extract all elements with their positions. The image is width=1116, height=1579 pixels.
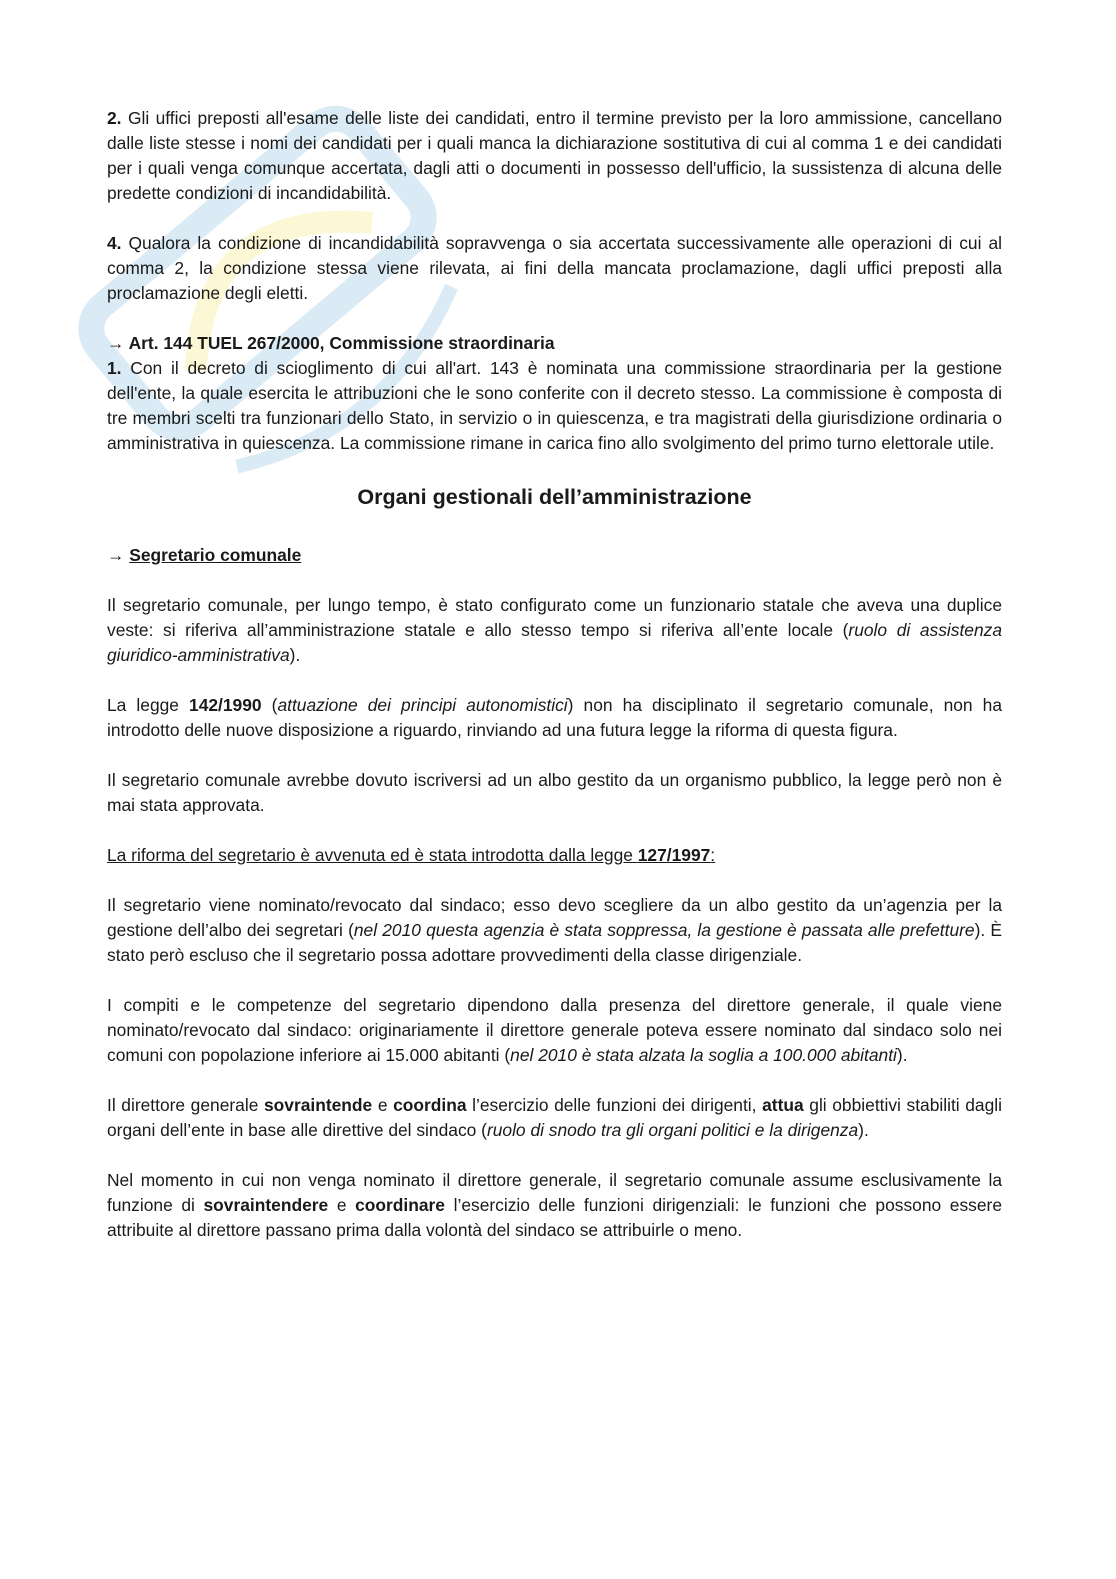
paragraph-legge-142 — [107, 693, 1002, 743]
bold-run: sovraintendere — [203, 1195, 329, 1215]
text-run: ) non ha disciplinato il segretario comunale, non ha introdotto delle nuove disposizione a riguardo, rinviando ad una futura legge la riforma di questa figura. — [107, 695, 1003, 740]
paragraph-number: 4. — [107, 233, 122, 253]
underlined-text — [107, 845, 715, 865]
paragraph-number: 1. — [107, 358, 122, 378]
text-run: l’esercizio delle funzioni dirigenziali: le funzioni che possono essere attribuite al direttore passano prima dalla volontà del sindaco se attribuirle o meno. — [107, 1195, 1002, 1240]
text-run: Il segretario viene nominato/revocato dal sindaco; esso devo scegliere da un albo gestito da un’agenzia per la gestione dell’albo dei segretari ( — [107, 895, 1002, 940]
paragraph-text: Gli uffici preposti all'esame delle liste dei candidati, entro il termine previsto per la loro ammissione, cancellano dalle liste stesse i nomi dei candidati per i quali manca la dichiarazione sostitutiva di cui al comma 1 e dei candidati per i quali venga comunque accertata, dagli atti o documenti in possesso dell'ufficio, la sussistenza di alcuna delle predette condizioni di incandidabilità. — [107, 108, 1002, 203]
text-run: Il segretario comunale, per lungo tempo, è stato configurato come un funzionario statale che aveva una duplice veste: si riferiva all’amministrazione statale e allo stesso tempo si riferiva all’ente locale ( — [107, 595, 1002, 640]
paragraph-albo: Il segretario comunale avrebbe dovuto iscriversi ad un albo gestito da un organismo pubblico, la legge però non è mai stata approvata. — [107, 770, 1002, 815]
bold-run: coordina — [393, 1095, 467, 1115]
text-run: ). — [289, 645, 301, 665]
text-run: Il direttore generale — [107, 1095, 264, 1115]
text-run: e — [372, 1095, 394, 1115]
paragraph-segretario-history — [107, 593, 1002, 668]
italic-run: ruolo di assistenza giuridico-amministrativa — [107, 620, 1002, 665]
text-run: ). È stato però escluso che il segretario possa adottare provvedimenti della classe dirigenziale. — [107, 920, 1002, 965]
text-run: : — [710, 845, 716, 865]
text-run: I compiti e le competenze del segretario dipendono dalla presenza del direttore generale, il quale viene nominato/revocato dal sindaco: originariamente il direttore generale poteva essere nominato dal sindaco solo nei comuni con popolazione inferiore ai 15.000 abitanti ( — [107, 995, 1002, 1065]
paragraph-text: Qualora la condizione di incandidabilità sopravvenga o sia accertata successivamente alle operazioni di cui al comma 2, la condizione stessa viene rilevata, ai fini della mancata proclamazione, dagli uffici preposti alla proclamazione degli eletti. — [107, 233, 1002, 303]
article-144-paragraph — [107, 356, 1002, 456]
italic-run: nel 2010 è stata alzata la soglia a 100.000 abitanti — [510, 1045, 897, 1065]
text-run: La riforma del segretario è avvenuta ed è stata introdotta dalla legge — [107, 845, 638, 865]
text-run: l’esercizio delle funzioni dei dirigenti, — [466, 1095, 763, 1115]
bold-run: 127/1997 — [637, 845, 711, 865]
paragraph-riforma — [107, 843, 1002, 868]
text-run: e — [328, 1195, 356, 1215]
bold-run: coordinare — [355, 1195, 445, 1215]
italic-run: attuazione dei principi autonomistici — [277, 695, 568, 715]
bold-run: 142/1990 — [189, 695, 262, 715]
paragraph-assenza-direttore — [107, 1168, 1002, 1243]
segretario-title: Segretario comunale — [129, 545, 302, 565]
bold-run: attua — [762, 1095, 804, 1115]
section-title: Organi gestionali dell’amministrazione — [357, 485, 752, 509]
arrow-icon: → — [107, 545, 125, 565]
paragraph-nomina — [107, 893, 1002, 968]
article-144-title: → Art. 144 TUEL 267/2000, Commissione straordinaria — [107, 333, 555, 353]
text-run: ). — [858, 1120, 869, 1140]
paragraph-number: 2. — [107, 108, 122, 128]
text-run: ( — [261, 695, 278, 715]
text-run: gli obbiettivi stabiliti dagli organi dell’ente in base alle direttive del sindaco ( — [107, 1095, 1002, 1140]
italic-run: nel 2010 questa agenzia è stata soppressa, la gestione è passata alle prefetture — [353, 920, 975, 940]
text-run: ). — [896, 1045, 908, 1065]
paragraph-compiti — [107, 993, 1002, 1068]
bold-run: sovraintende — [263, 1095, 373, 1115]
paragraph-comma-2 — [107, 106, 1002, 206]
segretario-subheading — [107, 543, 1002, 568]
paragraph-comma-4 — [107, 231, 1002, 306]
paragraph-direttore — [107, 1093, 1002, 1143]
text-run: La legge — [107, 695, 190, 715]
text-run: Nel momento in cui non venga nominato il direttore generale, il segretario comunale assume esclusivamente la funzione di — [107, 1170, 1002, 1215]
document-page — [107, 106, 1002, 1243]
italic-run: ruolo di snodo tra gli organi politici e la dirigenza — [486, 1120, 859, 1140]
paragraph-text: Con il decreto di scioglimento di cui all'art. 143 è nominata una commissione straordinaria per la gestione dell'ente, la quale esercita le attribuzioni che le sono conferite con il decreto stesso. La commissione è composta di tre membri scelti tra funzionari dello Stato, in servizio o in quiescenza, e tra magistrati della giurisdizione ordinaria o amministrativa in quiescenza. La commissione rimane in carica fino allo svolgimento del primo turno elettorale utile. — [107, 358, 1002, 453]
